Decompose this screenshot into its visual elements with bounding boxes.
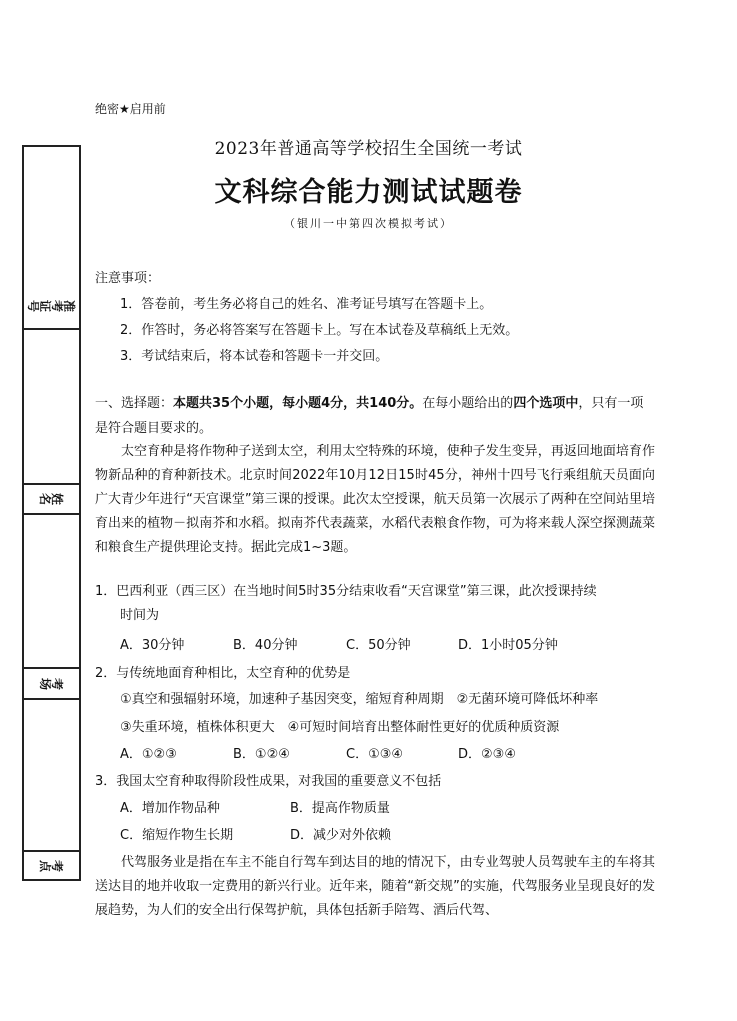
- strip-divider: [22, 328, 81, 330]
- question-2-statement: ①真空和强辐射环境，加速种子基因突变，缩短育种周期 ②无菌环境可降低坏种率: [120, 692, 599, 707]
- strip-divider: [22, 513, 81, 515]
- question-stem: 我国太空育种取得阶段性成果，对我国的重要意义不包括: [116, 774, 442, 789]
- option-b: B．提高作物质量: [290, 801, 390, 816]
- question-number: 1．: [95, 584, 117, 599]
- section-suffix: ，只有一项是符合题目要求的。: [95, 396, 644, 436]
- option-a: A．增加作物品种: [120, 801, 220, 816]
- strip-divider: [22, 879, 81, 881]
- section-prefix: 一、选择题：: [95, 396, 174, 411]
- notes-list: [120, 292, 680, 370]
- question-2-statement: ③失重环境，植株体积更大 ④可短时间培育出整体耐性更好的优质种质资源: [120, 720, 560, 735]
- question-number: 2．: [95, 666, 117, 681]
- passage-space-breeding: 太空育种是将作物种子送到太空，利用太空特殊的环境，使种子发生变异，再返回地面培育作物新品种的育种新技术。北京时间2022年10月12日15时45分，神州十四号飞行乘组航天员面向广大青少年进行“天宫课堂”第三课的授课。此次太空授课，航天员第一次展示了两种在空间站里培育出来的植物－拟南芥和水稻。拟南芥代表蔬菜，水稻代表粮食作物，可为将来载人深空探测蔬菜和粮食生产提供理论支持。据此完成1~3题。: [95, 444, 655, 555]
- paper-title: 文科综合能力测试试题卷: [214, 177, 523, 208]
- note-item: 3．考试结束后，将本试卷和答题卡一并交回。: [120, 349, 389, 364]
- question-1: [95, 580, 655, 628]
- question-stem-continued: 时间为: [120, 608, 160, 623]
- confidential-mark: 绝密★启用前: [95, 102, 166, 116]
- section-bold: 本题共35个小题，每小题4分，共140分。: [173, 396, 423, 411]
- question-number: 3．: [95, 774, 117, 789]
- question-stem: 与传统地面育种相比，太空育种的优势是: [116, 666, 351, 681]
- option-a: A．30分钟: [120, 638, 185, 653]
- question-2: [95, 662, 655, 686]
- section-bold-2: 四个选项中: [513, 396, 579, 411]
- question-stem: 巴西利亚（西三区）在当地时间5时35分结束收看“天宫课堂”第三课，此次授课持续: [116, 584, 597, 599]
- option-b: B．40分钟: [233, 638, 298, 653]
- section-heading: [95, 391, 655, 441]
- option-c: C．缩短作物生长期: [120, 828, 234, 843]
- option-d: D．减少对外依赖: [290, 828, 392, 843]
- option-d: D．②③④: [458, 747, 516, 762]
- strip-divider: [22, 145, 81, 147]
- option-a: A．①②③: [120, 747, 177, 762]
- note-item: 2．作答时，务必将答案写在答题卡上。写在本试卷及草稿纸上无效。: [120, 323, 519, 338]
- strip-label-name: 姓名: [39, 491, 64, 506]
- notes-title: 注意事项：: [95, 271, 161, 286]
- section-mid: 在每小题给出的: [422, 396, 514, 411]
- strip-divider: [22, 698, 81, 700]
- option-b: B．①②④: [233, 747, 290, 762]
- option-d: D．1小时05分钟: [458, 638, 558, 653]
- note-item: 1．答卷前，考生务必将自己的姓名、准考证号填写在答题卡上。: [120, 297, 493, 312]
- question-3: [95, 770, 655, 794]
- strip-label-exam-room: 考场: [39, 676, 64, 690]
- strip-label-exam-site: 考点: [39, 858, 64, 872]
- strip-label-exam-number: 准考证号: [27, 298, 76, 313]
- exam-name: 2023年普通高等学校招生全国统一考试: [214, 139, 523, 159]
- binding-strip: [22, 145, 81, 881]
- passage-designated-driving: 代驾服务业是指在车主不能自行驾车到达目的地的情况下，由专业驾驶人员驾驶车主的车将其送达目的地并收取一定费用的新兴行业。近年来，随着“新交规”的实施，代驾服务业呈现良好的发展趋势，为人们的安全出行保驾护航，具体包括新手陪驾、酒后代驾、: [95, 855, 655, 918]
- paper-subtitle: （银川一中第四次模拟考试）: [284, 217, 453, 230]
- option-c: C．50分钟: [346, 638, 411, 653]
- option-c: C．①③④: [346, 747, 404, 762]
